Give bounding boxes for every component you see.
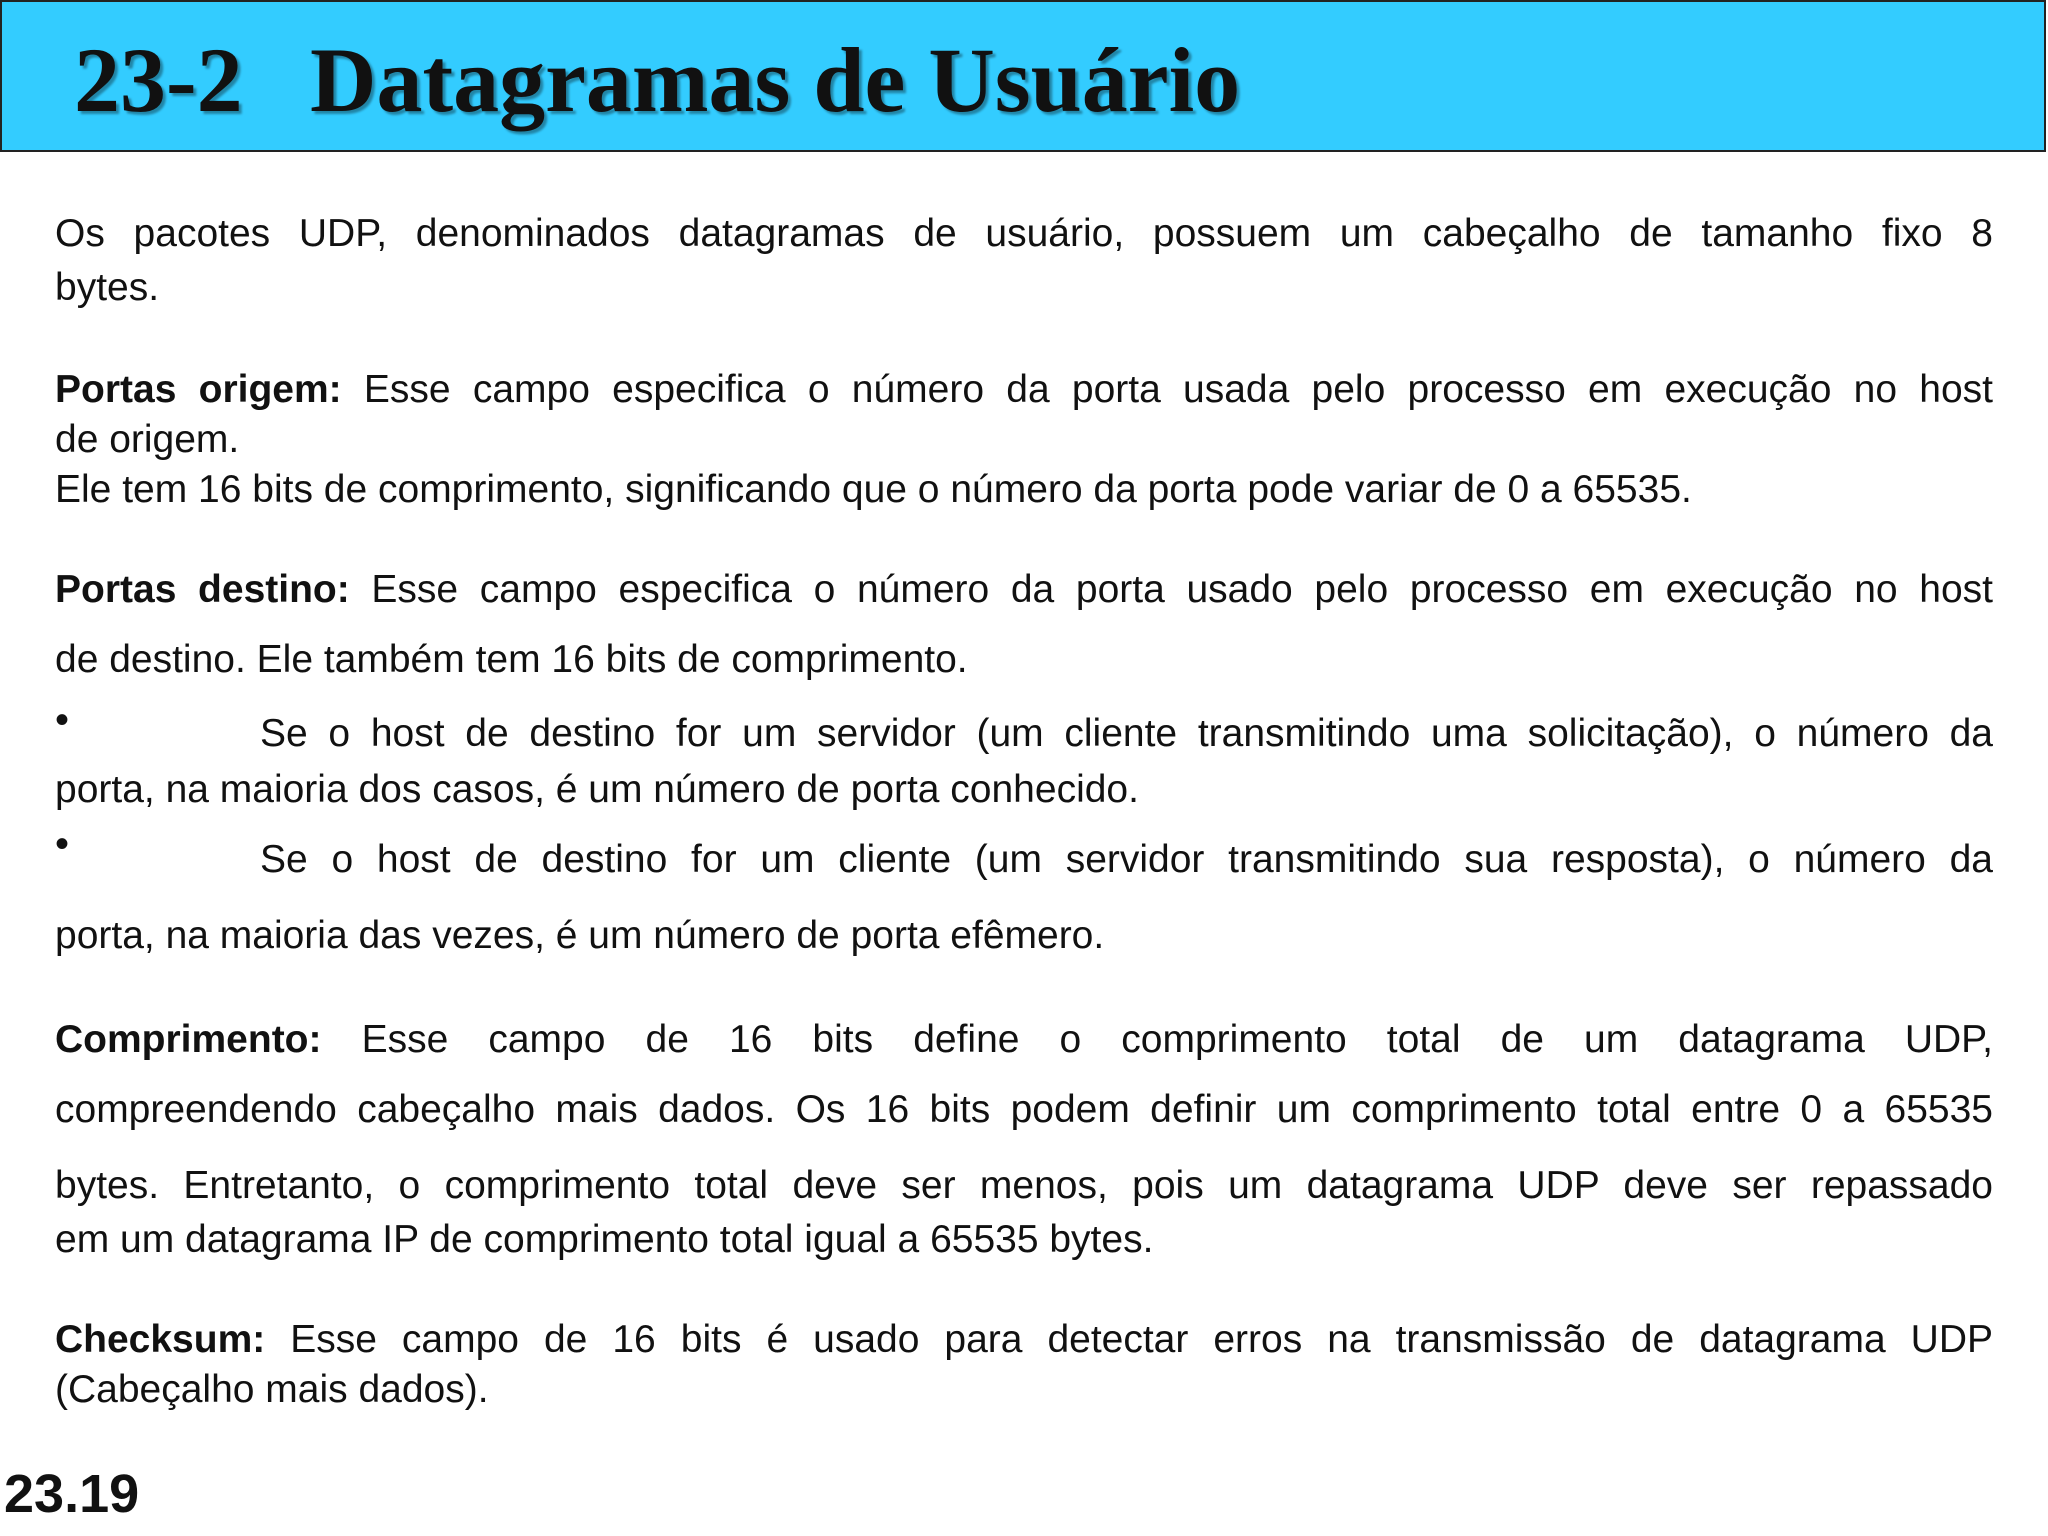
dest-port-line-2: de destino. Ele também tem 16 bits de comprimento. <box>55 638 968 681</box>
source-port-text: Esse campo especifica o número da porta usada pelo processo em execução no host <box>341 368 1994 411</box>
bullet-1-line-1: Se o host de destino for um servidor (um cliente transmitindo uma solicitação), o número da <box>260 712 1993 755</box>
checksum-text: Esse campo de 16 bits é usado para detectar erros na transmissão de datagrama UDP <box>265 1318 1993 1361</box>
dest-port-line-1 <box>55 564 1993 616</box>
length-line-2: compreendendo cabeçalho mais dados. Os 16 bits podem definir um comprimento total entre 0 a 65535 <box>55 1088 1993 1131</box>
intro-line-1: Os pacotes UDP, denominados datagramas de usuário, possuem um cabeçalho de tamanho fixo 8 <box>55 212 1993 255</box>
source-port-line-3: Ele tem 16 bits de comprimento, significando que o número da porta pode variar de 0 a 65535. <box>55 468 1692 511</box>
length-line-1 <box>55 1014 1993 1066</box>
source-port-line-1 <box>55 364 1993 416</box>
length-label: Comprimento: <box>55 1018 322 1061</box>
bullet-2-line-2: porta, na maioria das vezes, é um número de porta efêmero. <box>55 914 1105 957</box>
slide-title: Datagramas de Usuário <box>310 29 1241 131</box>
title-bar <box>0 0 2046 152</box>
intro-line-2: bytes. <box>55 266 160 309</box>
section-number: 23-2 <box>74 29 243 131</box>
bullet-2-line-1: Se o host de destino for um cliente (um servidor transmitindo sua resposta), o número da <box>260 838 1993 881</box>
checksum-label: Checksum: <box>55 1318 266 1361</box>
length-line-3: bytes. Entretanto, o comprimento total deve ser menos, pois um datagrama UDP deve ser repassado <box>55 1164 1993 1207</box>
source-port-line-2: de origem. <box>55 418 240 461</box>
bullet-dot-2: • <box>55 822 70 866</box>
dest-port-text: Esse campo especifica o número da porta usado pelo processo em execução no host <box>349 568 1993 611</box>
dest-port-label: Portas destino: <box>55 568 350 611</box>
bullet-1-line-2: porta, na maioria dos casos, é um número de porta conhecido. <box>55 768 1139 811</box>
source-port-label: Portas origem: <box>55 368 342 411</box>
checksum-line-2: (Cabeçalho mais dados). <box>55 1368 489 1411</box>
slide-number: 23.19 <box>4 1464 140 1524</box>
length-line-4: em um datagrama IP de comprimento total igual a 65535 bytes. <box>55 1218 1154 1261</box>
bullet-dot-1: • <box>55 698 70 742</box>
checksum-line-1 <box>55 1314 1993 1366</box>
length-text: Esse campo de 16 bits define o comprimento total de um datagrama UDP, <box>321 1018 1993 1061</box>
